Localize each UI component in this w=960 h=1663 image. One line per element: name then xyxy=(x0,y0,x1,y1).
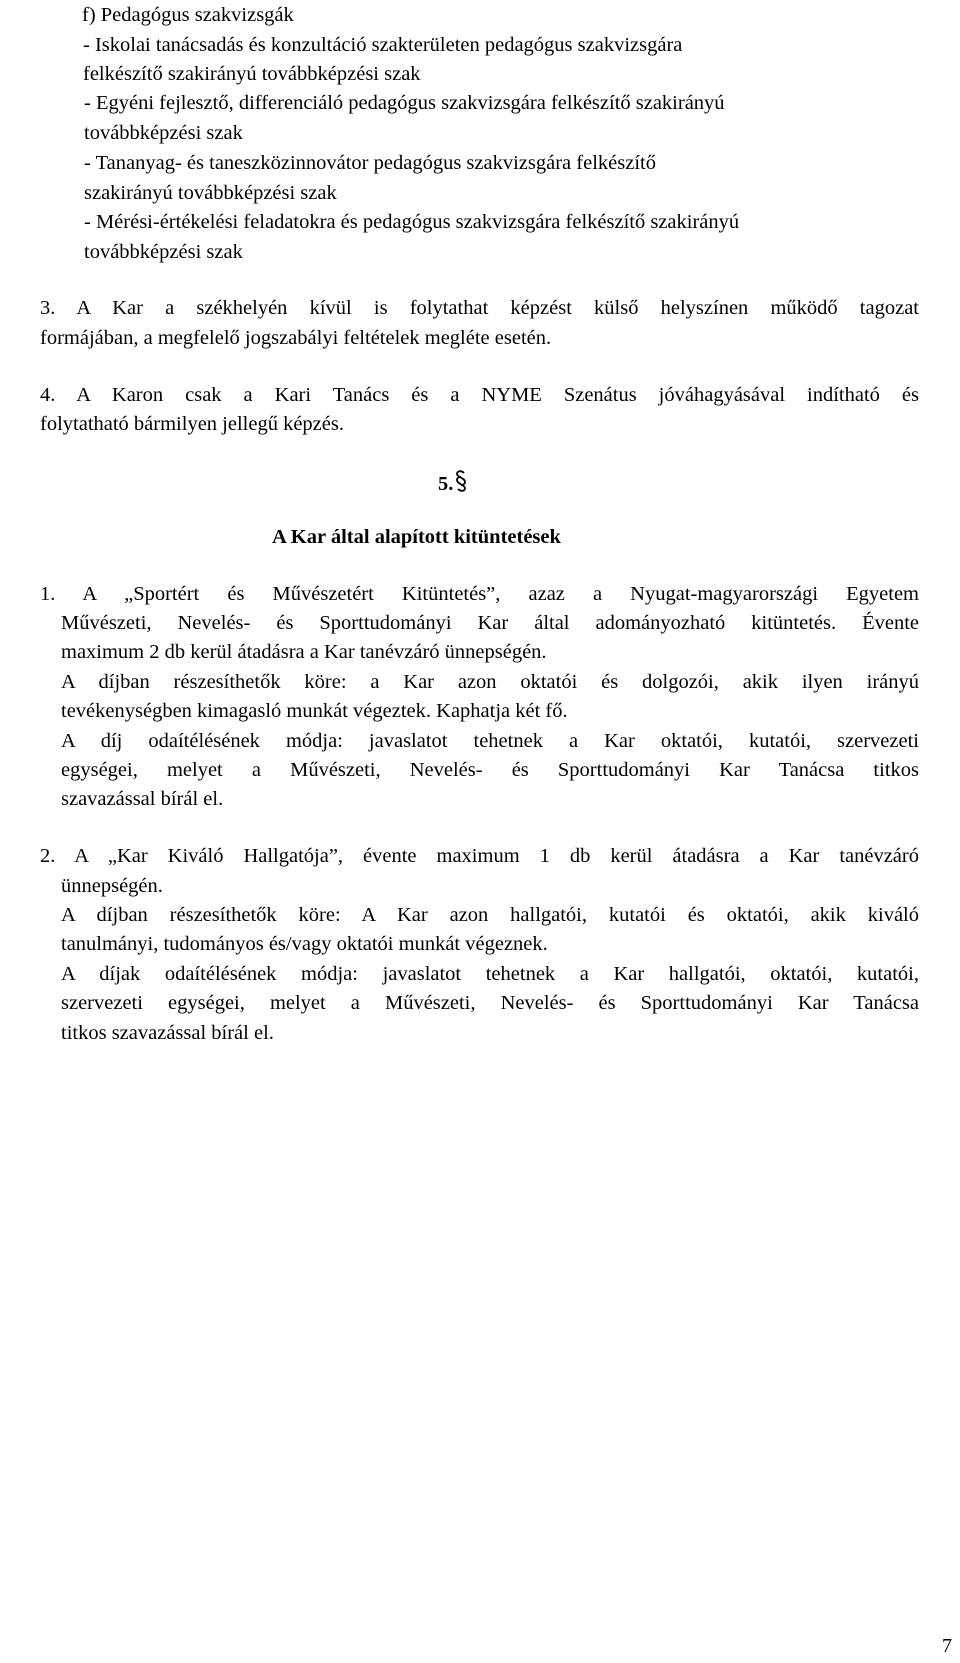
item-1-line-5: tevékenységben kimagasló munkát végeztek. Kaphatja két fő. xyxy=(61,700,568,722)
paragraph-4-line-2: folytatható bármilyen jellegű képzés. xyxy=(40,413,344,435)
list-item-continuation: továbbképzési szak xyxy=(84,122,243,144)
page-number: 7 xyxy=(942,1635,952,1657)
item-2-line-4: tanulmányi, tudományos és/vagy oktatói munkát végeznek. xyxy=(61,933,548,955)
list-item: - Tananyag- és taneszközinnovátor pedagógus szakvizsgára felkészítő xyxy=(84,152,656,174)
section-title: A Kar által alapított kitüntetések xyxy=(272,526,561,548)
item-1-line-6: A díj odaítélésének módja: javaslatot tehetnek a Kar oktatói, kutatói, szervezeti xyxy=(61,730,919,752)
item-2-line-7: titkos szavazással bírál el. xyxy=(61,1022,274,1044)
item-1-line-8: szavazással bírál el. xyxy=(61,788,224,810)
section-number xyxy=(438,470,467,497)
list-item: - Mérési-értékelési feladatokra és pedagógus szakvizsgára felkészítő szakirányú xyxy=(84,211,740,233)
list-item-continuation: továbbképzési szak xyxy=(84,241,243,263)
list-item-continuation: felkészítő szakirányú továbbképzési szak xyxy=(83,63,421,85)
list-heading: f) Pedagógus szakvizsgák xyxy=(82,4,294,26)
paragraph-3-line-2: formájában, a megfelelő jogszabályi feltételek megléte esetén. xyxy=(40,327,552,349)
list-item: - Iskolai tanácsadás és konzultáció szakterületen pedagógus szakvizsgára xyxy=(83,34,683,56)
item-2-line-1: 2. A „Kar Kiváló Hallgatója”, évente maximum 1 db kerül átadásra a Kar tanévzáró xyxy=(40,845,919,867)
item-2-line-3: A díjban részesíthetők köre: A Kar azon hallgatói, kutatói és oktatói, akik kiváló xyxy=(61,904,919,926)
item-1-line-1: 1. A „Sportért és Művészetért Kitüntetés”, azaz a Nyugat-magyarországi Egyetem xyxy=(40,583,919,605)
item-1-line-2: Művészeti, Nevelés- és Sporttudományi Kar által adományozható kitüntetés. Évente xyxy=(61,612,919,634)
item-1-line-7: egységei, melyet a Művészeti, Nevelés- és Sporttudományi Kar Tanácsa titkos xyxy=(61,759,919,781)
section-sign-icon xyxy=(455,470,467,497)
paragraph-3-line-1: 3. A Kar a székhelyén kívül is folytathat képzést külső helyszínen működő tagozat xyxy=(40,297,919,319)
section-number-text: 5. xyxy=(438,473,454,495)
list-item: - Egyéni fejlesztő, differenciáló pedagógus szakvizsgára felkészítő szakirányú xyxy=(84,92,725,114)
list-item-continuation: szakirányú továbbképzési szak xyxy=(84,182,337,204)
paragraph-4-line-1: 4. A Karon csak a Kari Tanács és a NYME Szenátus jóváhagyásával indítható és xyxy=(40,384,919,406)
item-1-line-3: maximum 2 db kerül átadásra a Kar tanévzáró ünnepségén. xyxy=(61,641,547,663)
item-2-line-5: A díjak odaítélésének módja: javaslatot tehetnek a Kar hallgatói, oktatói, kutatói, xyxy=(61,963,919,985)
item-2-line-6: szervezeti egységei, melyet a Művészeti, Nevelés- és Sporttudományi Kar Tanácsa xyxy=(61,992,919,1014)
item-1-line-4: A díjban részesíthetők köre: a Kar azon oktatói és dolgozói, akik ilyen irányú xyxy=(61,671,919,693)
item-2-line-2: ünnepségén. xyxy=(61,875,163,897)
